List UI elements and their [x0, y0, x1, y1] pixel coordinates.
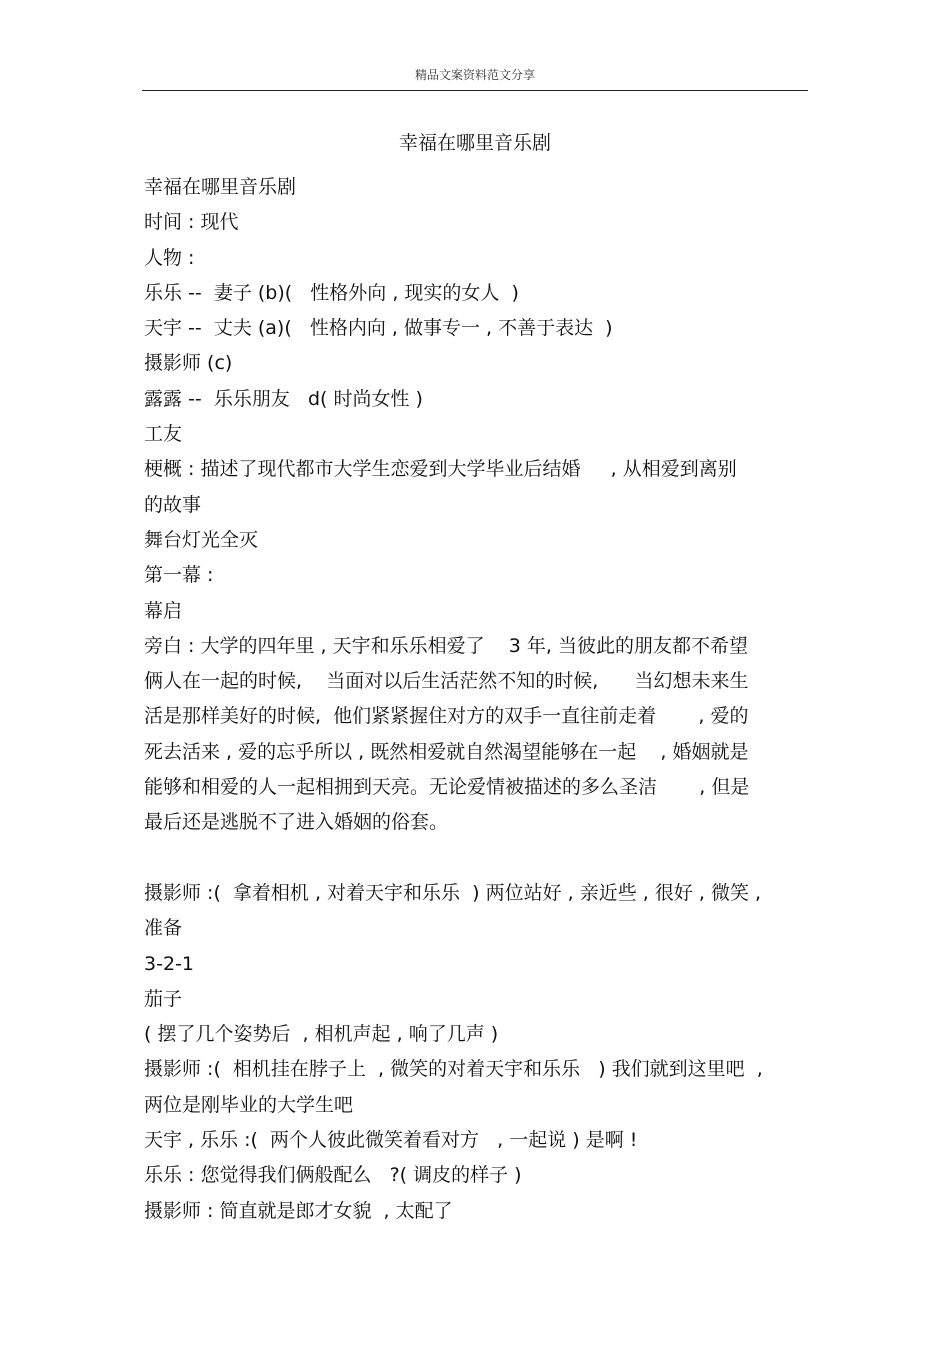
text-line: 俩人在一起的时候, 当面对以后生活茫然不知的时候, 当幻想未来生: [144, 670, 749, 693]
text-line: 露露 -- 乐乐朋友 d( 时尚女性 ): [144, 387, 423, 410]
text-line: 的故事: [144, 493, 202, 516]
text-line: 摄影师 :( 拿着相机 , 对着天宇和乐乐 ) 两位站好 , 亲近些 , 很好 , 微笑 ,: [144, 881, 762, 904]
text-line: 最后还是逃脱不了进入婚姻的俗套。: [144, 811, 449, 834]
text-line: 准备: [144, 917, 183, 940]
text-line: 梗概 : 描述了现代都市大学生恋爱到大学毕业后结婚 , 从相爱到离别: [144, 458, 737, 481]
text-line: 人物 :: [144, 246, 195, 269]
text-line: 茄子: [144, 987, 183, 1010]
text-line: 工友: [144, 423, 183, 446]
text-line: 幸福在哪里音乐剧: [144, 176, 297, 198]
text-line: 旁白 : 大学的四年里 , 天宇和乐乐相爱了 3 年, 当彼此的朋友都不希望: [144, 634, 748, 657]
text-line: 能够和相爱的人一起相拥到天亮。无论爱情被描述的多么圣洁 , 但是: [144, 776, 750, 799]
page-header: 精品文案资料范文分享: [414, 68, 535, 82]
document-title: 幸福在哪里音乐剧: [398, 132, 551, 154]
text-line: 摄影师 :( 相机挂在脖子上 , 微笑的对着天宇和乐乐 ) 我们就到这里吧 ,: [144, 1058, 763, 1081]
text-line: 乐乐 : 您觉得我们俩般配么 ?( 调皮的样子 ): [144, 1164, 522, 1187]
text-line: ( 摆了几个姿势后 , 相机声起 , 响了几声 ): [144, 1023, 499, 1046]
text-line: 天宇 , 乐乐 :( 两个人彼此微笑着看对方 , 一起说 ) 是啊 !: [144, 1129, 638, 1152]
text-line: 舞台灯光全灭: [144, 528, 259, 551]
blank-line: [144, 841, 804, 876]
header-divider: [142, 90, 808, 91]
text-line: 幕启: [144, 599, 183, 622]
text-line: 3-2-1: [144, 952, 194, 975]
text-line: 乐乐 -- 妻子 (b)( 性格外向 , 现实的女人 ): [144, 281, 519, 304]
text-line: 两位是刚毕业的大学生吧: [144, 1093, 354, 1116]
text-line: 摄影师 : 简直就是郎才女貌 , 太配了: [144, 1199, 453, 1222]
text-line: 天宇 -- 丈夫 (a)( 性格内向 , 做事专一 , 不善于表达 ): [144, 317, 613, 340]
text-line: 活是那样美好的时候, 他们紧紧握住对方的双手一直往前走着 , 爱的: [144, 705, 749, 728]
text-line: 死去活来 , 爱的忘乎所以 , 既然相爱就自然渴望能够在一起 , 婚姻就是: [144, 740, 749, 763]
document-body: [144, 170, 804, 1229]
text-line: 第一幕 :: [144, 564, 214, 587]
text-line: 摄影师 (c): [144, 352, 233, 375]
text-line: 时间 : 现代: [144, 211, 239, 234]
